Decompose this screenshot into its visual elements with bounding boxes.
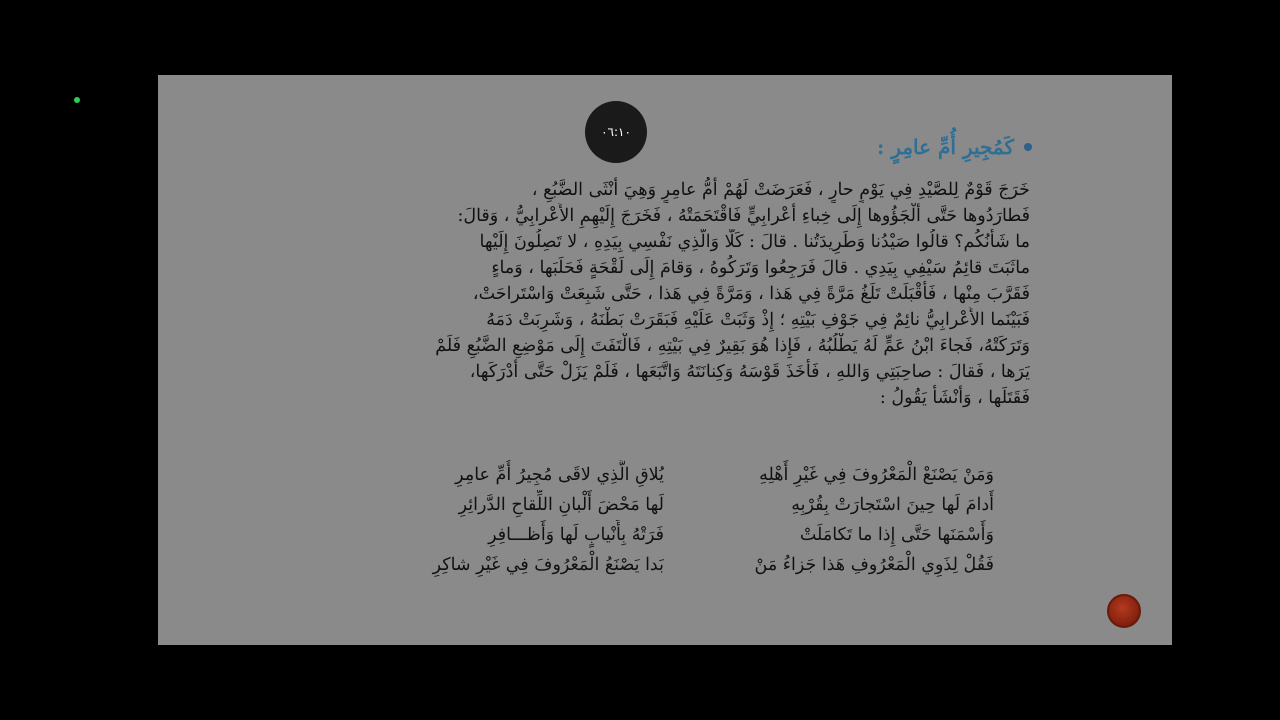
story-line: فَطارَدُوها حَتَّى أَلْجَؤُوها إِلَى خِباءِ أَعْرابِيٍّ فَاقْتَحَمَتْهُ ، فَخَرَجَ إِلَيْهِمِ الأَعْرابِيُّ ، وَقالَ:: [457, 206, 1030, 226]
story-line: فَقَتَلَها ، وَأَنْشَأَ يَقُولُ :: [879, 388, 1030, 408]
poem-first-hemistich: وَأَسْمَنَها حَتَّى إِذا ما تَكامَلَتْ: [799, 525, 994, 545]
timer-badge: [585, 101, 647, 163]
status-dot-icon: [74, 97, 80, 103]
presentation-slide: [158, 75, 1172, 645]
story-line: ماثَبَتَ قائِمُ سَيْفِي بِيَدِي . قالَ فَرَجِعُوا وَتَرَكُوهُ ، وَقامَ إِلَى لَقْحَةٍ فَحَلَبَها ، وَماءٍ: [491, 258, 1030, 278]
bullet-icon: [1024, 143, 1032, 151]
poem-second-hemistich: يُلاقِ الَّذِي لاقَى مُجِيرُ أُمِّ عامِرِ: [455, 465, 664, 485]
poem-verse: [364, 520, 994, 550]
poem: [364, 460, 994, 580]
story-line: فَبَيْنَما الأَعْرابِيُّ نائِمٌ فِي جَوْفِ بَيْتِهِ ؛ إِذْ وَثَبَتْ عَلَيْهِ فَبَقَرَتْ بَطْنَهُ ، وَشَرِبَتْ دَمَهُ: [486, 310, 1030, 330]
poem-second-hemistich: لَها مَحْضَ أَلْبانِ اللِّقاحِ الدَّرائِرِ: [458, 495, 664, 515]
heading-row: [877, 135, 1032, 159]
story-line: ما شَأْنُكُم؟ قالُوا صَيْدُنا وَطَرِيدَتُنا . قالَ : كَلَّا وَالَّذِي نَفْسِي بِيَدِهِ ، لا تَصِلُونَ إِلَيْها: [479, 232, 1030, 252]
poem-first-hemistich: وَمَنْ يَصْنَعْ الْمَعْرُوفَ فِي غَيْرِ أَهْلِهِ: [759, 465, 994, 485]
next-slide-icon[interactable]: [1107, 594, 1141, 628]
story-line: وَتَرَكَتْهُ، فَجاءَ ابْنُ عَمٍّ لَهُ يَطْلُبُهُ ، فَإِذا هُوَ بَقِيرٌ فِي بَيْتِهِ ، فَالْتَفَتَ إِلَى مَوْضِعِ الضَّبُعِ فَلَمْ: [435, 336, 1030, 356]
poem-verse: [364, 550, 994, 580]
poem-first-hemistich: أَدامَ لَها حِينَ اسْتَجارَتْ بِقُرْبِهِ: [791, 495, 994, 515]
timer-text: ٠٦:١٠: [601, 125, 631, 139]
story-body: [312, 177, 1030, 411]
poem-second-hemistich: بَدا يَصْنَعُ الْمَعْرُوفَ فِي غَيْرِ شاكِرِ: [432, 555, 664, 575]
poem-verse: [364, 490, 994, 520]
poem-first-hemistich: فَقُلْ لِذَوِي الْمَعْرُوفِ هَذا جَزاءُ مَنْ: [754, 555, 994, 575]
poem-verse: [364, 460, 994, 490]
story-line: يَرَها ، فَقالَ : صاحِبَتِي وَاللهِ ، فَأَخَذَ قَوْسَهُ وَكِنانَتَهُ وَاتَّبَعَها ، فَلَمْ يَزَلْ حَتَّى أَدْرَكَها،: [469, 362, 1030, 382]
story-title: كَمُجِيرِ أُمِّ عامِرٍ :: [876, 135, 1014, 159]
story-line: فَقَرَّبَ مِنْها ، فَأَقْبَلَتْ تَلَغُ مَرَّةً فِي هَذا ، وَمَرَّةً فِي هَذا ، حَتَّى شَبِعَتْ وَاسْتَراحَتْ،: [472, 284, 1030, 304]
story-line: خَرَجَ قَوْمٌ لِلصَّيْدِ فِي يَوْمٍ حارٍ ، فَعَرَضَتْ لَهُمْ أُمُّ عامِرٍ وَهِيَ أُنْثَى الضَّبُعِ ،: [531, 180, 1030, 200]
poem-second-hemistich: فَرَتْهُ بِأَنْيابٍ لَها وَأَظـــافِرِ: [488, 525, 664, 545]
